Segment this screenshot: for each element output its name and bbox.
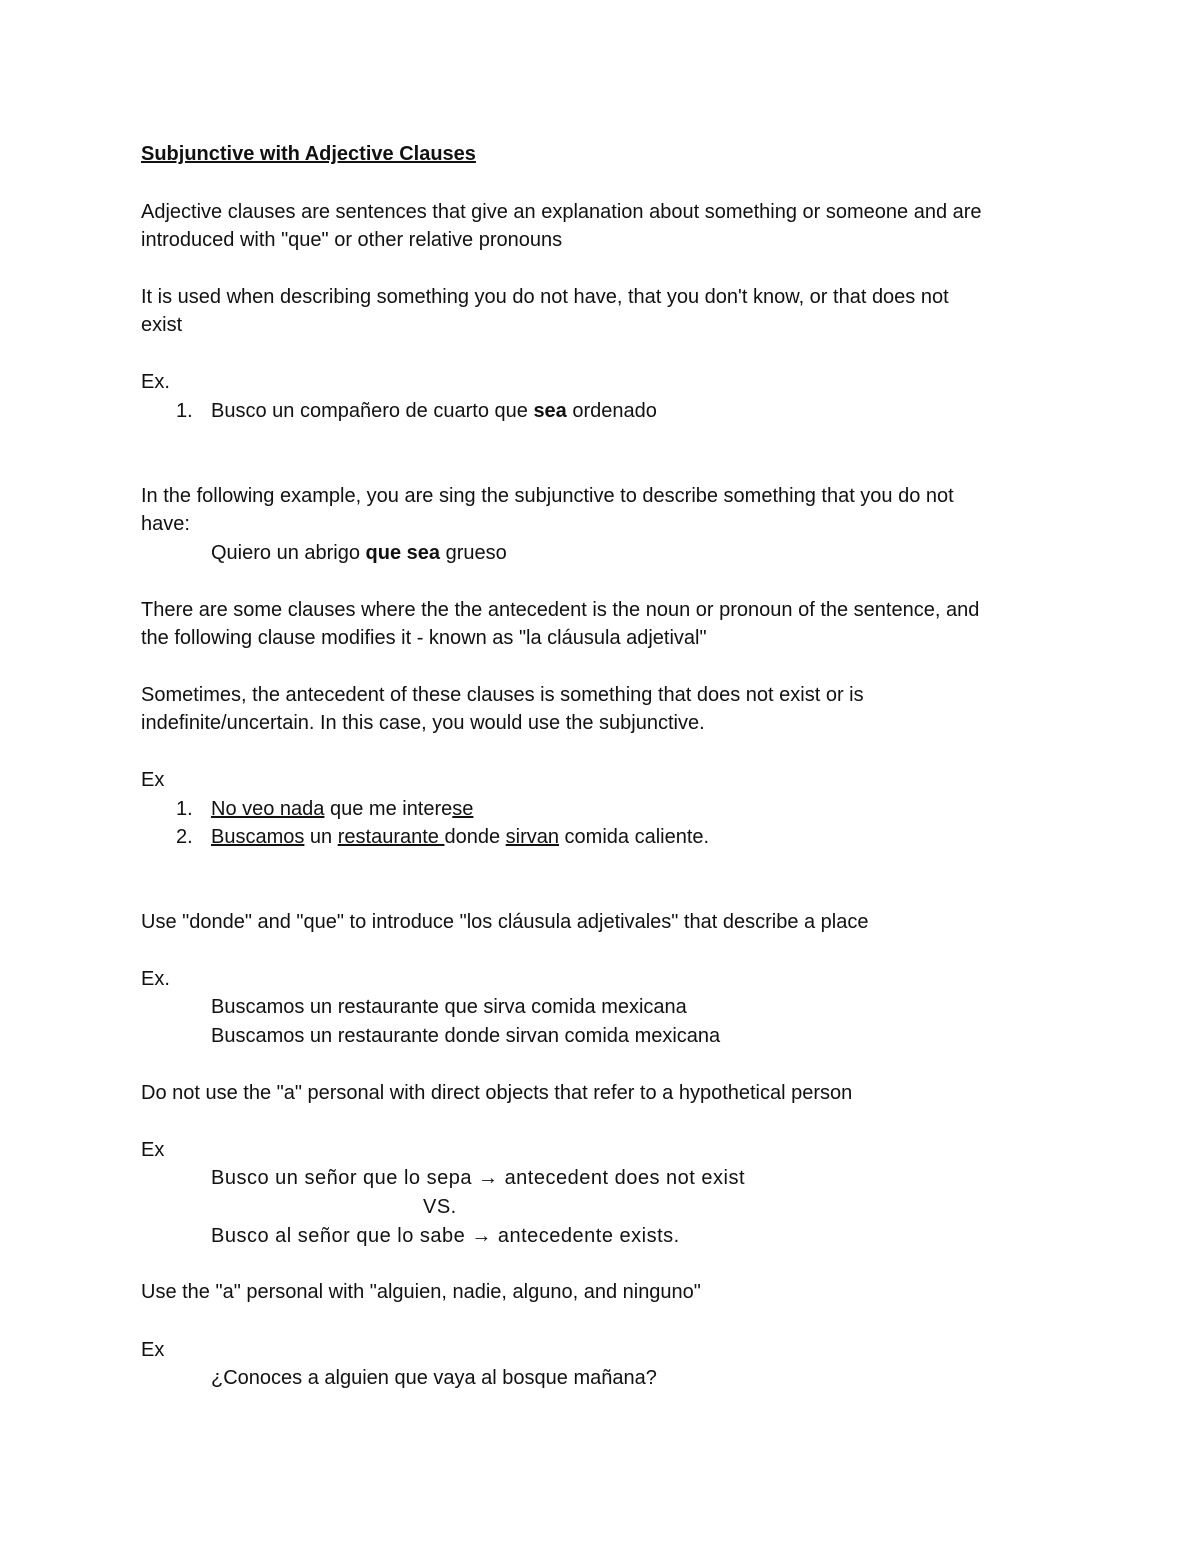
example-sentence: Buscamos un restaurante que sirva comida mexicana — [211, 996, 687, 1018]
alguien-rule: Use the "a" personal with "alguien, nadie, alguno, and ninguno" — [141, 1281, 701, 1303]
example-sentence: Busco al señor que lo sabe → antecedente exists. — [211, 1225, 680, 1247]
sometimes-line-1: Sometimes, the antecedent of these clauses is something that does not exist or is — [141, 684, 864, 706]
example-sentence: ¿Conoces a alguien que vaya al bosque mañana? — [211, 1367, 657, 1389]
example-sentence: Busco un compañero de cuarto que sea ordenado — [211, 400, 657, 422]
example-label: Ex. — [141, 968, 170, 990]
example-sentence: Buscamos un restaurante donde sirvan comida caliente. — [211, 826, 710, 848]
list-number: 1. — [176, 400, 193, 422]
example-label: Ex. — [141, 371, 170, 393]
example-label: Ex — [141, 769, 165, 791]
example-label: Ex — [141, 1139, 165, 1161]
following-line-2: have: — [141, 513, 190, 535]
donde-rule: Use "donde" and "que" to introduce "los cláusula adjetivales" that describe a place — [141, 911, 869, 933]
following-line-1: In the following example, you are sing the subjunctive to describe something that you do not — [141, 485, 954, 507]
example-sentence: Quiero un abrigo que sea grueso — [211, 542, 507, 564]
personal-a-rule: Do not use the "a" personal with direct objects that refer to a hypothetical person — [141, 1082, 853, 1104]
example-sentence: Buscamos un restaurante donde sirvan comida mexicana — [211, 1025, 721, 1047]
example-label: Ex — [141, 1339, 165, 1361]
versus-label: VS. — [423, 1196, 457, 1218]
intro-line-2: introduced with "que" or other relative pronouns — [141, 229, 563, 251]
example-sentence: No veo nada que me interese — [211, 798, 474, 820]
page-title: Subjunctive with Adjective Clauses — [141, 143, 476, 165]
usage-line-1: It is used when describing something you do not have, that you don't know, or that does not — [141, 286, 949, 308]
list-number: 2. — [176, 826, 193, 848]
example-sentence: Busco un señor que lo sepa → antecedent does not exist — [211, 1167, 746, 1189]
antecedent-line-2: the following clause modifies it - known as "la cláusula adjetival" — [141, 627, 707, 649]
antecedent-line-1: There are some clauses where the the antecedent is the noun or pronoun of the sentence, and — [141, 599, 980, 621]
usage-line-2: exist — [141, 314, 183, 336]
list-number: 1. — [176, 798, 193, 820]
intro-line-1: Adjective clauses are sentences that give an explanation about something or someone and are — [141, 201, 982, 223]
sometimes-line-2: indefinite/uncertain. In this case, you would use the subjunctive. — [141, 712, 705, 734]
